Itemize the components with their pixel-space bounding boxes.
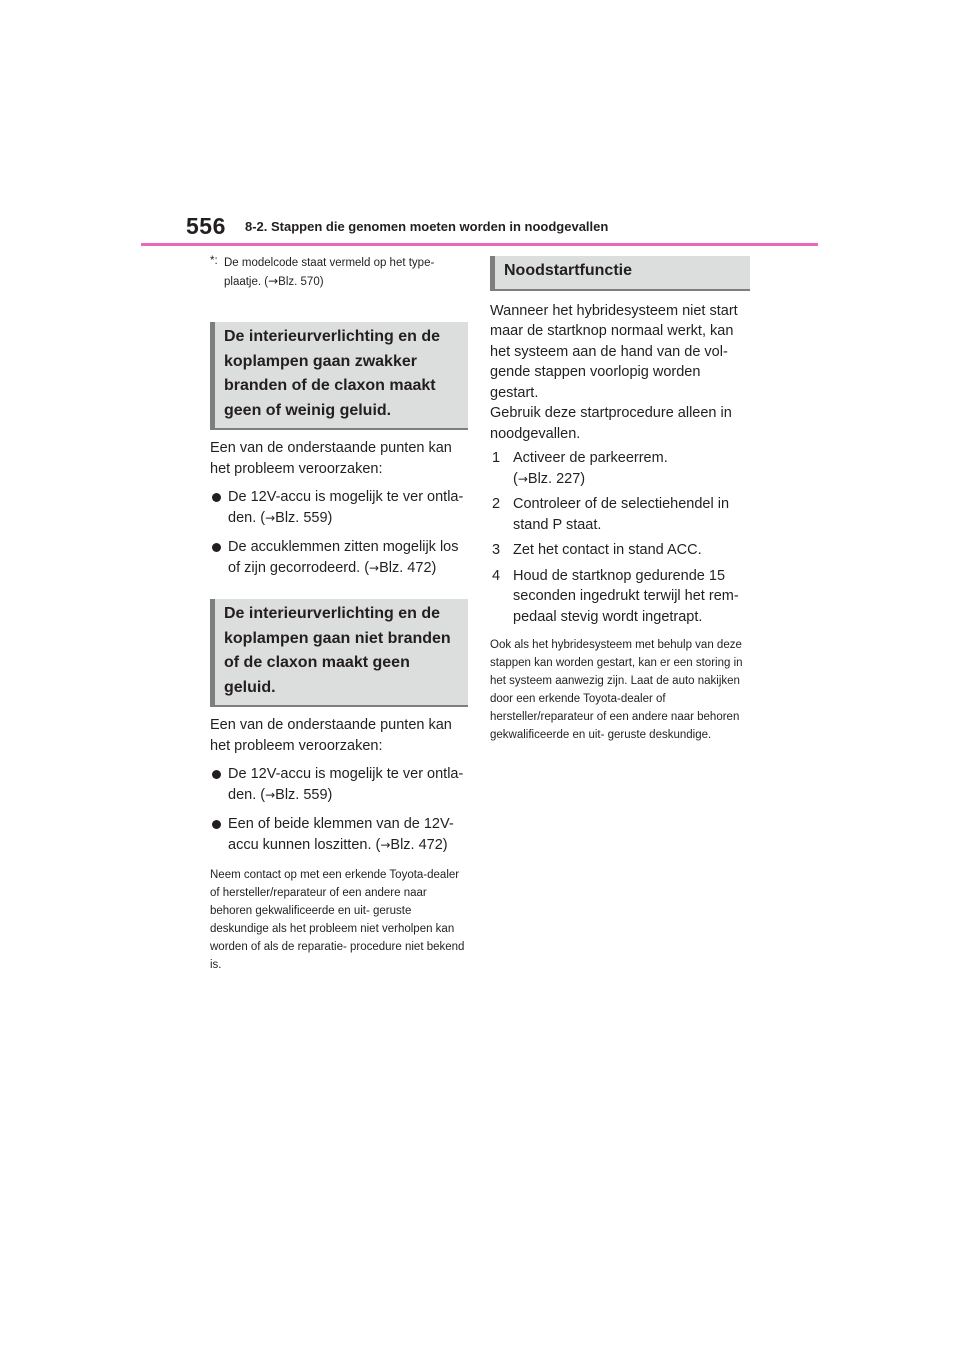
footnote [210,254,468,291]
list-item [490,448,750,489]
section-heading-no-lights: De interieurverlichting en de koplampen gaan niet branden of de claxon maakt geen geluid. [210,599,468,707]
bullet-text: Een of beide klemmen van de 12V-accu kunnen loszitten. ( [228,816,454,853]
list-item [210,764,468,805]
bullet-icon [212,820,221,829]
step-number: 3 [492,542,501,558]
section-heading-emergency-start: Noodstartfunctie [490,256,750,291]
bullet-ref: Blz. 559) [275,786,333,803]
bullet-ref: Blz. 472) [390,836,448,853]
arrow-icon: → [380,837,391,852]
arrow-icon: → [265,510,276,525]
step-text: Houd de startknop gedurende 15 seconden ingedrukt terwijl het rem- pedaal stevig wordt ingetrapt. [513,567,739,625]
chapter-title: 8-2. Stappen die genomen moeten worden in noodgevallen [245,219,609,234]
bullet-icon [212,770,221,779]
footnote-ref: Blz. 570) [278,276,324,288]
bullet-text: De accuklemmen zitten mogelijk los of zijn gecorrodeerd. ( [228,539,459,576]
bullet-icon [212,543,221,552]
right-column [490,254,750,744]
footnote-ref-prefix: plaatje. ( [224,276,269,288]
bullet-ref: Blz. 559) [275,509,333,526]
list-item [490,494,750,535]
section-heading-dim-lights: De interieurverlichting en de koplampen gaan zwakker branden of de claxon maakt geen of weinig geluid. [210,322,468,430]
section3-note: Ook als het hybridesysteem met behulp van deze stappen kan worden gestart, kan er een storing in het systeem aanwezig zijn. Laat de auto nakijken door een erkende Toyota-dealer of hersteller/reparateur of een andere naar behoren gekwalificeerde en uit- geruste deskundige. [490,639,743,741]
step-ref: Blz. 227) [527,470,586,487]
arrow-icon: → [265,787,276,802]
arrow-icon: → [268,274,279,288]
step-number: 1 [492,450,501,466]
list-item [490,566,750,628]
section1-intro: Een van de onderstaande punten kan het probleem veroorzaken: [210,440,452,477]
footnote-mark: *: [210,255,218,267]
section2-intro: Een van de onderstaande punten kan het probleem veroorzaken: [210,717,452,754]
list-item [210,487,468,528]
section2-note: Neem contact op met een erkende Toyota-dealer of hersteller/reparateur of een andere naar behoren gekwalificeerde en uit- geruste deskundige als het probleem niet verholpen kan worden of als de reparatie- procedure niet bekend is. [210,869,465,971]
step-text: Activeer de parkeerrem. [513,450,668,466]
step-ref-prefix: ( [513,470,518,487]
bullet-text: De 12V-accu is mogelijk te ver ontla- den. ( [228,489,464,526]
section3-intro-2: Gebruik deze startprocedure alleen in noodgevallen. [490,405,732,442]
arrow-icon: → [369,560,380,575]
bullet-icon [212,493,221,502]
list-item [490,540,750,561]
list-item [210,537,468,578]
page-number: 556 [186,213,226,239]
step-number: 2 [492,496,501,512]
step-number: 4 [492,567,501,584]
step-text: Zet het contact in stand ACC. [513,542,702,558]
step-text: Controleer of de selectiehendel in stand P staat. [513,496,730,533]
list-item [210,814,468,855]
arrow-icon: → [517,471,528,486]
footnote-line2 [224,272,468,291]
section3-intro: Wanneer het hybridesysteem niet start maar de startknop normaal werkt, kan het systeem aan de hand van de vol- gende stappen voorlopig worden gestart. [490,302,738,401]
bullet-text: De 12V-accu is mogelijk te ver ontla- den. ( [228,766,464,803]
footnote-line1: De modelcode staat vermeld op het type- [224,257,435,269]
header-divider [141,243,818,246]
bullet-ref: Blz. 472) [379,559,437,576]
left-column [210,254,468,974]
